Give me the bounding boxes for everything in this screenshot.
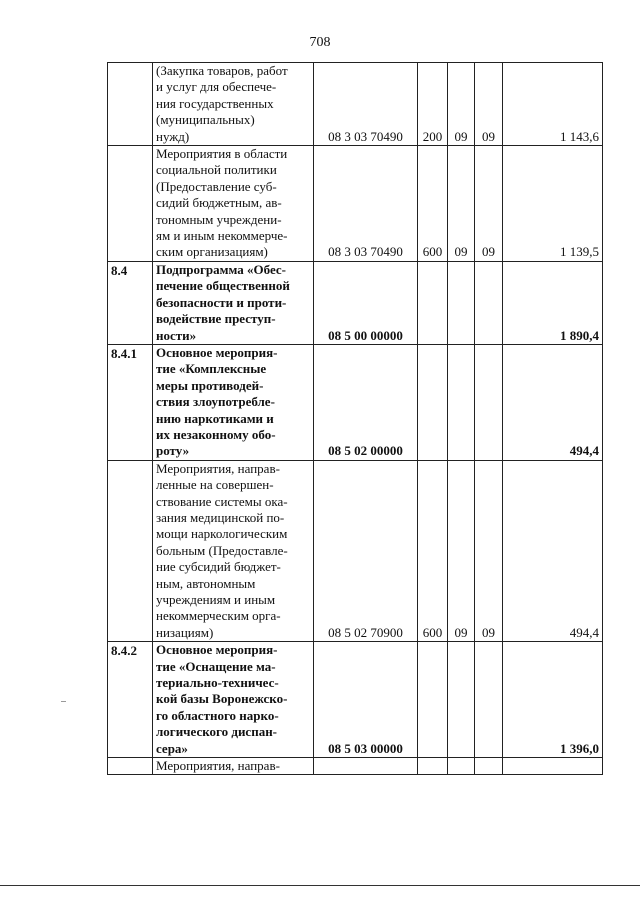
row-name-line: ским организациям) — [156, 244, 268, 260]
page-number: 708 — [309, 35, 331, 50]
expense-type-cell: 600 — [418, 146, 448, 262]
row-name-line: Основное мероприя- — [156, 344, 278, 360]
row-number-cell — [108, 63, 153, 146]
target-code-cell: 08 3 03 70490 — [314, 146, 418, 262]
row-name-line: ным, автономным — [156, 575, 256, 591]
row-name-line: сера» — [156, 740, 188, 756]
subsection-cell: 09 — [475, 460, 503, 641]
target-code-cell: 08 5 03 00000 — [314, 642, 418, 758]
row-name-cell — [153, 63, 314, 146]
row-name-line: Мероприятия, направ- — [156, 460, 280, 476]
row-name-line: их незаконному обо- — [156, 426, 276, 442]
row-name-line: низациям) — [156, 624, 214, 640]
row-name-line: роту» — [156, 443, 190, 459]
row-name-line: (муниципальных) — [156, 112, 255, 128]
row-name-line: безопасности и проти- — [156, 294, 287, 310]
table-row — [108, 460, 603, 641]
subsection-cell — [475, 642, 503, 758]
row-name-line: го областного нарко- — [156, 707, 279, 723]
row-name-line: ния государственных — [156, 95, 274, 111]
target-code-cell: 08 3 03 70490 — [314, 63, 418, 146]
row-name-line: ности» — [156, 327, 197, 343]
section-cell: 09 — [448, 146, 475, 262]
row-name-line: ствия злоупотребле- — [156, 394, 275, 410]
row-name-line: Мероприятия в области — [156, 146, 288, 162]
page-bottom-rule — [0, 885, 640, 886]
section-cell: 09 — [448, 63, 475, 146]
row-name-line: Подпрограмма «Обес- — [156, 261, 287, 277]
table-row — [108, 758, 603, 775]
row-number-cell: 8.4.1 — [108, 344, 153, 460]
row-name-line: ствование системы ока- — [156, 493, 288, 509]
expense-type-cell: 600 — [418, 460, 448, 641]
expense-type-cell — [418, 642, 448, 758]
row-name-cell — [153, 642, 314, 758]
row-name-line: нужд) — [156, 128, 190, 144]
subsection-cell: 09 — [475, 63, 503, 146]
row-name-line: Основное мероприя- — [156, 642, 278, 658]
row-name-line: логического диспан- — [156, 724, 278, 740]
budget-table — [107, 62, 603, 775]
target-code-cell — [314, 758, 418, 775]
row-name-cell — [153, 460, 314, 641]
expense-type-cell — [418, 261, 448, 344]
row-name-line: ние субсидий бюджет- — [156, 559, 281, 575]
row-name-line: тономным учреждени- — [156, 211, 282, 227]
row-number-cell — [108, 758, 153, 775]
table-row — [108, 63, 603, 146]
section-cell — [448, 344, 475, 460]
section-cell — [448, 261, 475, 344]
row-name-line: нию наркотиками и — [156, 410, 274, 426]
sum-cell: 494,4 — [503, 460, 603, 641]
sum-cell: 1 396,0 — [503, 642, 603, 758]
subsection-cell — [475, 758, 503, 775]
sum-cell: 494,4 — [503, 344, 603, 460]
row-name-line: печение общественной — [156, 278, 290, 294]
section-cell: 09 — [448, 460, 475, 641]
row-name-line: сидий бюджетным, ав- — [156, 195, 282, 211]
row-name-line: мощи наркологическим — [156, 526, 288, 542]
margin-mark — [61, 701, 66, 702]
row-name-line: кой базы Воронежско- — [156, 691, 288, 707]
table-row — [108, 642, 603, 758]
row-name-line: тие «Комплексные — [156, 361, 267, 377]
sum-cell: 1 143,6 — [503, 63, 603, 146]
subsection-cell — [475, 261, 503, 344]
table-row — [108, 344, 603, 460]
row-name-cell — [153, 758, 314, 775]
row-name-line: (Закупка товаров, работ — [156, 63, 288, 78]
row-name-cell — [153, 344, 314, 460]
expense-type-cell — [418, 758, 448, 775]
row-name-line: ленные на совершен- — [156, 477, 274, 493]
row-name-line: ям и иным некоммерче- — [156, 228, 288, 244]
sum-cell: 1 139,5 — [503, 146, 603, 262]
row-name-line: (Предоставление суб- — [156, 178, 277, 194]
subsection-cell — [475, 344, 503, 460]
section-cell — [448, 642, 475, 758]
row-name-line: териально-техничес- — [156, 675, 279, 691]
row-name-line: Мероприятия, направ- — [156, 758, 280, 774]
row-name-line: водействие преступ- — [156, 311, 276, 327]
target-code-cell: 08 5 02 70900 — [314, 460, 418, 641]
row-number-cell — [108, 460, 153, 641]
row-name-cell — [153, 261, 314, 344]
target-code-cell: 08 5 00 00000 — [314, 261, 418, 344]
row-name-line: некоммерческим орга- — [156, 608, 281, 624]
row-name-cell — [153, 146, 314, 262]
target-code-cell: 08 5 02 00000 — [314, 344, 418, 460]
row-name-line: учреждениям и иным — [156, 592, 276, 607]
row-name-line: больным (Предоставле- — [156, 542, 288, 558]
subsection-cell: 09 — [475, 146, 503, 262]
sum-cell: 1 890,4 — [503, 261, 603, 344]
table-row — [108, 261, 603, 344]
row-name-line: зания медицинской по- — [156, 509, 285, 525]
sum-cell — [503, 758, 603, 775]
section-cell — [448, 758, 475, 775]
row-name-line: тие «Оснащение ма- — [156, 658, 276, 674]
row-number-cell: 8.4 — [108, 261, 153, 344]
row-name-line: меры противодей- — [156, 377, 264, 393]
row-number-cell: 8.4.2 — [108, 642, 153, 758]
table-row — [108, 146, 603, 262]
expense-type-cell — [418, 344, 448, 460]
table-body — [108, 63, 603, 775]
row-name-line: и услуг для обеспече- — [156, 79, 277, 95]
row-name-line: социальной политики — [156, 162, 277, 178]
row-number-cell — [108, 146, 153, 262]
expense-type-cell: 200 — [418, 63, 448, 146]
